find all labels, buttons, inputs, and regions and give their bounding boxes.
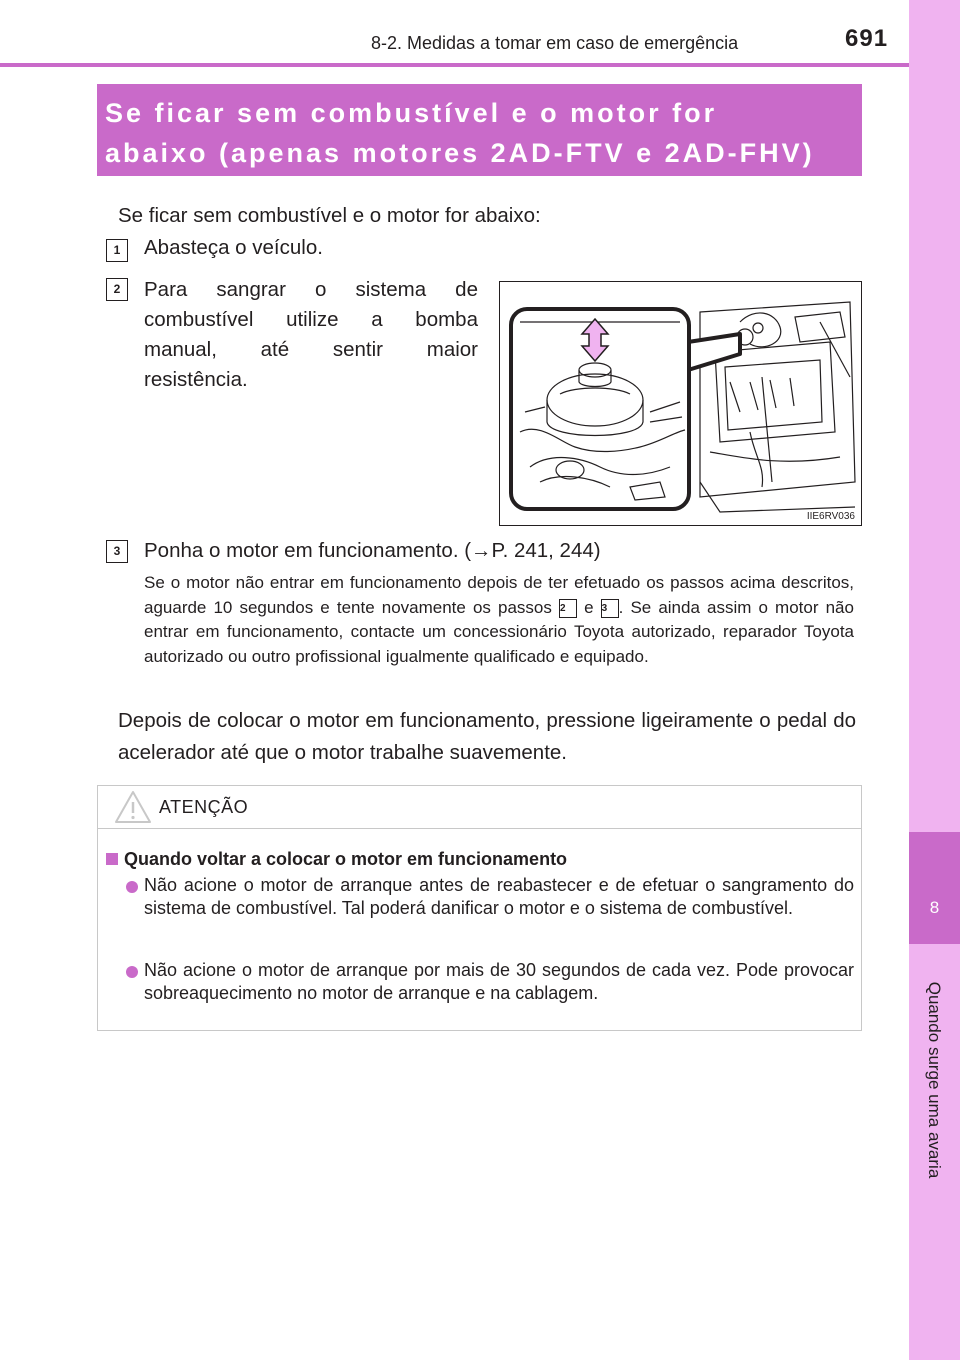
- section-title-line-1: Se ficar sem combustível e o motor for: [105, 98, 718, 128]
- step-number-1: 1: [106, 239, 128, 262]
- caution-subheading-text: Quando voltar a colocar o motor em funcionamento: [124, 849, 568, 869]
- step-ref-2: 2: [559, 599, 577, 618]
- step-1-text: Abasteça o veículo.: [144, 236, 323, 259]
- step-2-line: combustível utilize a bomba: [144, 308, 478, 331]
- caution-header: [98, 786, 861, 829]
- step-ref-3: 3: [601, 599, 619, 618]
- caution-title: ATENÇÃO: [159, 797, 249, 817]
- note-conjunction: e: [584, 597, 594, 617]
- hand-pump-drawing: [500, 282, 861, 525]
- note-part-1: Se o motor não entrar em funcionamento depois de ter efetuado os passos acima descritos, aguarde 10 segundos e tente novamente os passos: [144, 573, 854, 617]
- chapter-number-tab[interactable]: [909, 832, 960, 944]
- running-head: 8-2. Medidas a tomar em caso de emergência: [371, 33, 739, 53]
- circle-bullet-icon: [126, 881, 138, 893]
- after-start-text: Depois de colocar o motor em funcionamento, pressione ligeiramente o pedal do acelerador até que o motor trabalhe suavemente.: [118, 709, 856, 764]
- caution-bullet-1: Não acione o motor de arranque antes de reabastecer e de efetuar o sangramento do sistema de combustível. Tal poderá danificar o motor e o sistema de combustível.: [144, 875, 854, 918]
- figure-code: IIE6RV036: [806, 511, 855, 522]
- step-2-line: Para sangrar o sistema de: [144, 278, 478, 301]
- engine-bay-illustration: [499, 281, 862, 526]
- step-2-line: resistência.: [144, 368, 248, 391]
- step-3-text: Ponha o motor em funcionamento. (→P. 241, 244): [144, 539, 601, 562]
- chapter-title: Quando surge uma avaria: [925, 981, 944, 1179]
- caution-box: [97, 785, 862, 1031]
- caution-subheading: [106, 849, 567, 870]
- page-number: 691: [845, 25, 889, 52]
- section-title-banner: [97, 84, 862, 176]
- note-part-2: . Se ainda assim o motor não entrar em funcionamento, contacte um concessionário Toyota autorizado, reparador Toyota autorizado ou outro profissional igualmente qualificado e equipado.: [144, 597, 854, 666]
- step-2-line: manual, até sentir maior: [144, 338, 478, 361]
- section-title-line-2: abaixo (apenas motores 2AD-FTV e 2AD-FHV): [105, 138, 815, 168]
- step-number-2: 2: [106, 278, 128, 301]
- header-rule: [0, 63, 909, 67]
- warning-triangle-icon: [114, 789, 152, 825]
- square-bullet-icon: [106, 853, 118, 865]
- caution-bullet-2: Não acione o motor de arranque por mais de 30 segundos de cada vez. Pode provocar sobreaquecimento no motor de arranque e na cablagem.: [144, 960, 854, 1003]
- step-3-note: [144, 571, 854, 669]
- step-number-3: 3: [106, 540, 128, 563]
- chapter-number: 8: [929, 898, 940, 917]
- intro-text: Se ficar sem combustível e o motor for abaixo:: [118, 204, 541, 227]
- step-2-text: [144, 275, 478, 395]
- circle-bullet-icon: [126, 966, 138, 978]
